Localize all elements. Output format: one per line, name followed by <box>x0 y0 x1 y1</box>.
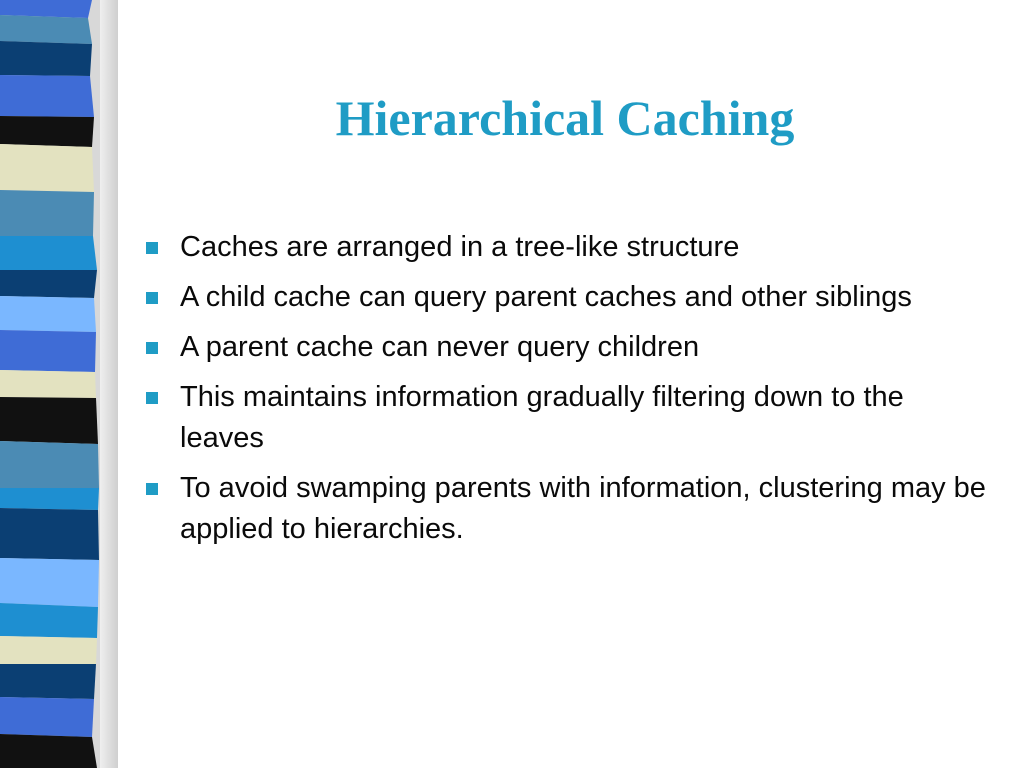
bullet-item-1 <box>142 227 987 268</box>
strip-segment-8 <box>0 236 97 270</box>
bullet-item-3 <box>142 327 987 368</box>
strip-segment-3 <box>0 41 92 76</box>
strip-segment-2 <box>0 15 92 44</box>
bullet-item-4 <box>142 377 987 459</box>
bullet-text-5: To avoid swamping parents with information, clustering may be applied to hierarchies. <box>180 472 986 545</box>
bullet-list <box>142 227 987 559</box>
strip-segment-22 <box>0 734 97 768</box>
strip-segment-11 <box>0 330 96 372</box>
strip-segment-7 <box>0 190 94 236</box>
strip-segment-9 <box>0 270 97 298</box>
bullet-text-4: This maintains information gradually filtering down to the leaves <box>180 381 904 454</box>
strip-segment-21 <box>0 697 94 737</box>
decorative-color-strip <box>0 0 100 768</box>
square-bullet-icon <box>146 342 158 354</box>
strip-segment-12 <box>0 370 96 398</box>
strip-segment-10 <box>0 296 96 332</box>
strip-segment-16 <box>0 508 99 560</box>
bullet-item-2 <box>142 277 987 318</box>
bullet-text-2: A child cache can query parent caches and other siblings <box>180 281 912 313</box>
strip-segment-1 <box>0 0 92 18</box>
strip-segment-15 <box>0 488 99 510</box>
strip-segment-4 <box>0 75 94 117</box>
bullet-text-1: Caches are arranged in a tree-like structure <box>180 231 740 263</box>
bullet-item-5 <box>142 468 987 550</box>
strip-segment-14 <box>0 441 99 488</box>
decorative-strip-shadow <box>98 0 118 768</box>
square-bullet-icon <box>146 242 158 254</box>
square-bullet-icon <box>146 483 158 495</box>
bullet-text-3: A parent cache can never query children <box>180 331 700 363</box>
square-bullet-icon <box>146 392 158 404</box>
square-bullet-icon <box>146 292 158 304</box>
strip-segment-17 <box>0 558 99 607</box>
strip-segment-13 <box>0 397 98 444</box>
strip-segment-6 <box>0 144 94 192</box>
slide-title: Hierarchical Caching <box>335 90 795 146</box>
strip-segment-20 <box>0 664 96 699</box>
strip-segment-18 <box>0 603 98 638</box>
strip-segment-19 <box>0 636 97 664</box>
strip-segment-5 <box>0 116 94 147</box>
